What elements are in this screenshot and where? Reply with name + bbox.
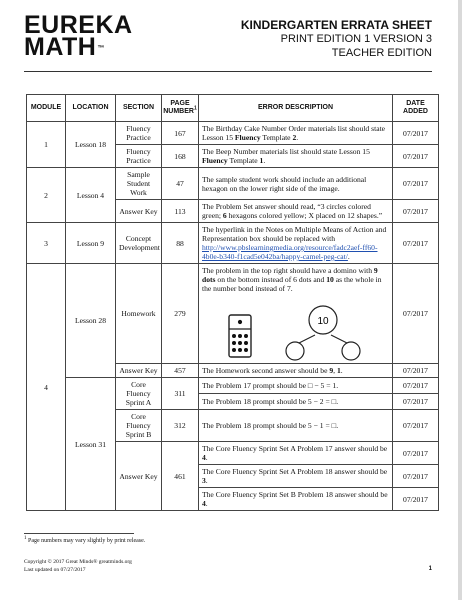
location-cell: Lesson 18 <box>66 122 116 168</box>
section-cell: Answer Key <box>116 442 162 511</box>
table-row <box>27 223 439 264</box>
desc-text: . <box>347 252 350 261</box>
logo-line-2: MATH <box>24 33 97 61</box>
desc-text: hexagons colored yellow; X placed on 12 shapes.” <box>226 211 383 220</box>
bond-part-right <box>342 342 360 360</box>
section-cell: Core Fluency Sprint A <box>116 378 162 410</box>
date-cell: 07/2017 <box>393 378 439 394</box>
desc-text: The hyperlink in the Notes on Multiple Means of Action and Representation box should be replaced with <box>202 225 387 243</box>
date-cell: 07/2017 <box>393 410 439 442</box>
domino-dot <box>232 348 236 352</box>
domino-dot <box>244 341 248 345</box>
section-cell: Homework <box>116 264 162 364</box>
bold-text: Fluency <box>234 133 261 142</box>
desc-text: . <box>205 476 208 485</box>
desc-text: The Birthday Cake Number Order materials list should state Lesson 15 <box>202 124 386 142</box>
domino-number-bond-figure <box>202 297 389 361</box>
desc-text: The Beep Number materials list should state Lesson 15 <box>202 147 370 156</box>
error-description <box>199 145 393 168</box>
desc-text: . <box>296 133 299 142</box>
document-header <box>241 18 432 60</box>
desc-text: The Homework second answer should be <box>202 366 330 375</box>
errata-table <box>26 94 439 511</box>
desc-text: as the whole in the number bond instead of 7. <box>202 275 382 293</box>
error-description <box>199 364 393 378</box>
teacher-edition-line: TEACHER EDITION <box>331 47 432 59</box>
module-cell: 2 <box>27 168 66 223</box>
section-cell: Sample Student Work <box>116 168 162 200</box>
error-description <box>199 264 393 364</box>
desc-text: , <box>333 366 337 375</box>
domino-dot <box>232 334 236 338</box>
date-cell: 07/2017 <box>393 122 439 145</box>
header-error-description: ERROR DESCRIPTION <box>199 95 393 122</box>
last-updated-line: Last updated on 07/27/2017 <box>24 567 86 573</box>
desc-text: The Problem Set answer should read, “3 circles colored green; <box>202 202 371 220</box>
resource-link[interactable]: http://www.pbslearningmedia.org/resource/fadc2aef-ff60-4b0e-b340-f1cad5e042ba/happy-camel-peg-cat/ <box>202 243 378 261</box>
domino-dot <box>238 341 242 345</box>
domino-top-dot <box>237 320 241 324</box>
number-bond <box>286 306 360 360</box>
error-description <box>199 410 393 442</box>
date-cell: 07/2017 <box>393 394 439 410</box>
date-cell: 07/2017 <box>393 465 439 488</box>
desc-text: The Problem 17 prompt should be □ − 5 = 1. <box>202 381 339 390</box>
section-cell: Answer Key <box>116 364 162 378</box>
domino-dot <box>238 334 242 338</box>
date-cell: 07/2017 <box>393 442 439 465</box>
table-row <box>27 264 439 364</box>
section-cell: Fluency Practice <box>116 145 162 168</box>
location-cell: Lesson 4 <box>66 168 116 223</box>
desc-text: Template <box>260 133 293 142</box>
location-cell: Lesson 31 <box>66 378 116 511</box>
desc-text: . <box>263 156 266 165</box>
date-cell: 07/2017 <box>393 264 439 364</box>
page-edge <box>458 0 462 600</box>
desc-text: The problem in the top right should have a domino with <box>202 266 374 275</box>
bold-text: 6 <box>222 211 227 220</box>
copyright-block <box>24 558 132 574</box>
desc-text: . <box>340 366 343 375</box>
desc-text: The Core Fluency Sprint Set B Problem 18 answer should be <box>202 490 388 499</box>
error-description <box>199 378 393 394</box>
table-row <box>27 378 439 394</box>
table-row <box>27 122 439 145</box>
page-cell: 113 <box>162 200 199 223</box>
header-date-added: DATE ADDED <box>393 95 439 122</box>
header-module: MODULE <box>27 95 66 122</box>
date-cell: 07/2017 <box>393 200 439 223</box>
page-cell: 461 <box>162 442 199 511</box>
error-description <box>199 488 393 511</box>
error-description <box>199 168 393 200</box>
footnote-rule <box>24 533 134 534</box>
error-text <box>202 266 389 293</box>
header-page-number: PAGE NUMBER$^1$ <box>162 95 199 122</box>
error-description <box>199 442 393 465</box>
page-cell: 312 <box>162 410 199 442</box>
error-description <box>199 394 393 410</box>
error-description <box>199 200 393 223</box>
desc-text: The Core Fluency Sprint Set A Problem 18 answer should be <box>202 467 388 476</box>
location-cell: Lesson 9 <box>66 223 116 264</box>
bold-text: 10 <box>326 275 334 284</box>
domino <box>229 315 251 357</box>
page-cell: 168 <box>162 145 199 168</box>
section-cell: Core Fluency Sprint B <box>116 410 162 442</box>
section-cell: Fluency Practice <box>116 122 162 145</box>
error-description <box>199 223 393 264</box>
bold-text: Fluency <box>202 156 228 165</box>
domino-dot <box>232 341 236 345</box>
page-cell: 88 <box>162 223 199 264</box>
section-cell: Concept Development <box>116 223 162 264</box>
eureka-math-logo <box>24 11 133 61</box>
domino-dot <box>238 348 242 352</box>
bold-text: 2 <box>292 133 297 142</box>
header-rule <box>24 71 432 72</box>
section-cell: Answer Key <box>116 200 162 223</box>
header-location: LOCATION <box>66 95 116 122</box>
module-cell: 1 <box>27 122 66 168</box>
logo-trademark: ™ <box>97 45 105 52</box>
logo-line-1: EUREKA <box>24 11 133 39</box>
header-section: SECTION <box>116 95 162 122</box>
bold-text: 3 <box>202 476 206 485</box>
bond-part-left <box>286 342 304 360</box>
bond-whole-value: 10 <box>316 316 329 327</box>
error-description <box>199 122 393 145</box>
date-cell: 07/2017 <box>393 488 439 511</box>
page-number: 1 <box>428 566 432 572</box>
date-cell: 07/2017 <box>393 223 439 264</box>
module-cell: 3 <box>27 223 66 264</box>
desc-text: The Core Fluency Sprint Set A Problem 17 answer should be <box>202 444 388 453</box>
bold-text: 4 <box>202 453 206 462</box>
desc-text: . <box>205 499 208 508</box>
figure-svg <box>221 297 371 361</box>
table-header-row <box>27 95 439 122</box>
bold-text: 4 <box>202 499 206 508</box>
domino-dot <box>244 334 248 338</box>
location-cell: Lesson 28 <box>66 264 116 378</box>
bold-text: 1 <box>336 366 341 375</box>
sheet-title: KINDERGARTEN ERRATA SHEET <box>240 18 432 32</box>
date-cell: 07/2017 <box>393 145 439 168</box>
module-cell: 4 <box>27 264 66 511</box>
bold-text: 1 <box>259 156 264 165</box>
bond-line-left <box>299 335 315 343</box>
page-cell: 279 <box>162 264 199 364</box>
edition-line: PRINT EDITION 1 VERSION 3 <box>280 33 432 45</box>
date-cell: 07/2017 <box>393 364 439 378</box>
footnote: $^1$ Page numbers may vary slightly by print release. <box>24 536 146 544</box>
page-cell: 311 <box>162 378 199 410</box>
page-cell: 457 <box>162 364 199 378</box>
desc-text: The sample student work should include an additional hexagon on the lower right side of the image. <box>202 174 367 193</box>
domino-bottom-dots <box>232 334 248 352</box>
desc-text: The Problem 18 prompt should be 5 − 1 = □. <box>202 421 339 430</box>
date-cell: 07/2017 <box>393 168 439 200</box>
bold-text: 9 <box>329 366 334 375</box>
desc-text: on the bottom instead of 6 dots and <box>215 275 327 284</box>
page-cell: 47 <box>162 168 199 200</box>
desc-text: . <box>205 453 208 462</box>
bond-line-right <box>331 335 347 343</box>
desc-text: Template <box>227 156 260 165</box>
copyright-line: Copyright © 2017 Great Minds® greatminds.org <box>24 559 132 565</box>
table-row <box>27 168 439 200</box>
bold-text: 9 dots <box>202 266 378 284</box>
desc-text: The Problem 18 prompt should be 5 − 2 = □. <box>202 397 339 406</box>
error-description <box>199 465 393 488</box>
page-cell: 167 <box>162 122 199 145</box>
domino-dot <box>244 348 248 352</box>
